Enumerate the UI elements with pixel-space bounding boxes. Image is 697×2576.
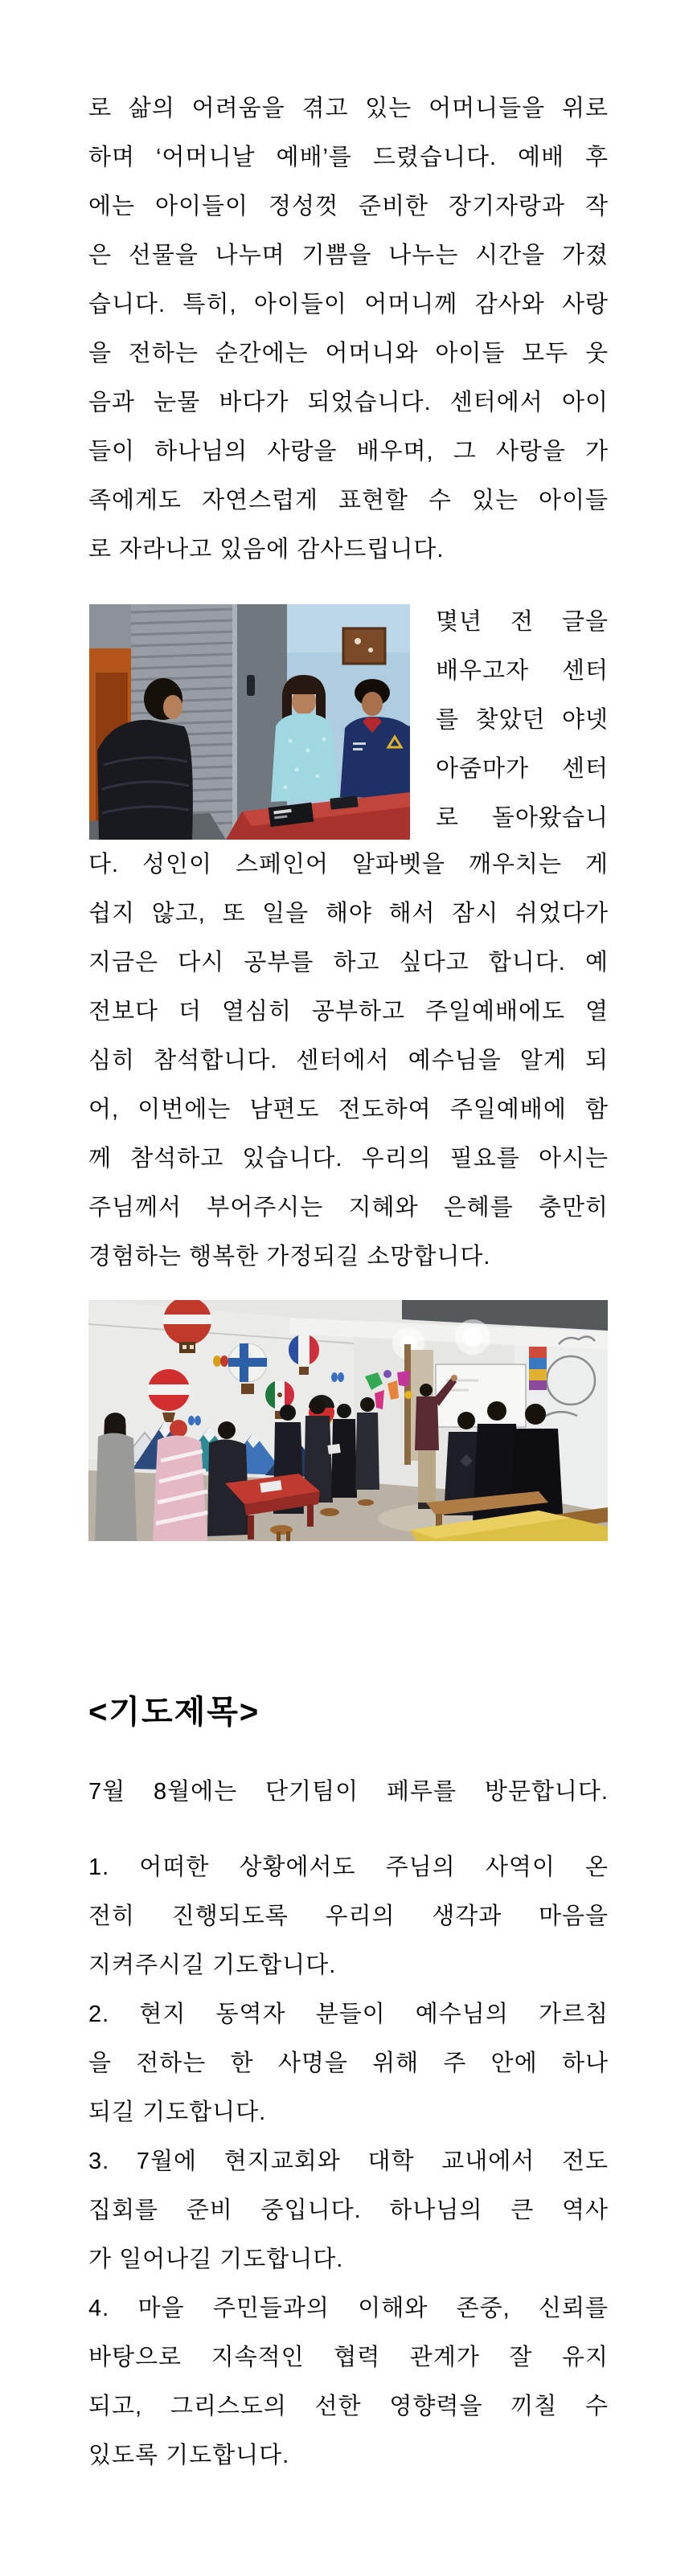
prayer-item-line: 가 일어나길 기도합니다. [88, 2247, 344, 2272]
prayer-item-line: 전히 진행되도록 우리의 생각과 마음을 [88, 1903, 609, 1929]
body-text-line: 로 돌아왔습니 [436, 805, 609, 831]
prayer-item-line: 되길 기도합니다. [88, 2100, 267, 2125]
body-text-line: 7월 8월에는 단기팀이 페루를 방문합니다. [88, 1779, 609, 1805]
body-text-line: 쉽지 않고, 또 일을 해야 해서 잠시 쉬었다가 [88, 901, 609, 926]
body-text-line: 들이 하나님의 사랑을 배우며, 그 사랑을 가 [88, 439, 609, 464]
paragraph-mothers-day [88, 84, 609, 574]
body-text-line: 께 참석하고 있습니다. 우리의 필요를 아시는 [88, 1146, 609, 1171]
body-text-line: 은 선물을 나누며 기쁨을 나누는 시간을 가졌 [88, 243, 609, 268]
prayer-topics-heading: <기도제목> [88, 1695, 260, 1730]
prayer-item-line: 4. 마을 주민들과의 이해와 존중, 신뢰를 [88, 2296, 609, 2321]
prayer-list [88, 1843, 609, 2480]
prayer-item-line: 있도록 기도합니다. [88, 2443, 290, 2468]
photo-meeting [89, 604, 410, 840]
body-text-line: 하며 ‘어머니날 예배’를 드렸습니다. 예배 후 [88, 145, 609, 170]
body-text-line: 어, 이번에는 남편도 전도하여 주일예배에 함 [88, 1097, 609, 1122]
prayer-item-line: 바탕으로 지속적인 협력 관계가 잘 유지 [88, 2345, 609, 2370]
body-text-line: 에는 아이들이 정성껏 준비한 장기자랑과 작 [88, 194, 609, 219]
prayer-item-line: 3. 7월에 현지교회와 대학 교내에서 전도 [88, 2149, 609, 2174]
body-text-line: 아줌마가 센터 [436, 756, 609, 782]
photo-meeting-illustration [89, 604, 410, 840]
body-text-line: 습니다. 특히, 아이들이 어머니께 감사와 사랑 [88, 292, 609, 317]
body-text-line: 을 전하는 순간에는 어머니와 아이들 모두 웃 [88, 341, 609, 366]
body-text-line: 전보다 더 열심히 공부하고 주일예배에도 열 [88, 999, 609, 1024]
body-text-line: 를 찾았던 야넷 [436, 707, 609, 733]
photo-classroom [88, 1300, 608, 1541]
prayer-item-line: 을 전하는 한 사명을 위해 주 안에 하나 [88, 2051, 609, 2076]
prayer-item-line: 2. 현지 동역자 분들이 예수님의 가르침 [88, 2002, 609, 2027]
prayer-item-line: 되고, 그리스도의 선한 영향력을 끼칠 수 [88, 2394, 609, 2419]
prayer-item-line: 1. 어떠한 상황에서도 주님의 사역이 온 [88, 1854, 609, 1880]
body-text-line: 배우고자 센터 [436, 658, 609, 684]
body-text-line: 음과 눈물 바다가 되었습니다. 센터에서 아이 [88, 390, 609, 415]
body-text-line: 심히 참석합니다. 센터에서 예수님을 알게 되 [88, 1048, 609, 1073]
body-text-line: 지금은 다시 공부를 하고 싶다고 합니다. 예 [88, 950, 609, 975]
paragraph-yanet-wrap [436, 598, 609, 843]
body-text-line: 경험하는 행복한 가정되길 소망합니다. [88, 1244, 491, 1270]
body-text-line: 로 자라나고 있음에 감사드립니다. [88, 537, 445, 562]
body-text-line: 주님께서 부어주시는 지혜와 은혜를 충만히 [88, 1195, 609, 1221]
prayer-item-line: 지켜주시길 기도합니다. [88, 1952, 337, 1978]
prayer-item-line: 집회를 준비 중입니다. 하나님의 큰 역사 [88, 2198, 609, 2223]
body-text-line: 족에게도 자연스럽게 표현할 수 있는 아이들 [88, 488, 609, 513]
photo-classroom-illustration [88, 1300, 608, 1541]
paragraph-yanet-body [88, 840, 609, 1282]
body-text-line: 다. 성인이 스페인어 알파벳을 깨우치는 게 [88, 852, 609, 877]
paragraph-team-visit [88, 1768, 609, 1817]
body-text-line: 몇년 전 글을 [436, 609, 609, 635]
body-text-line: 로 삶의 어려움을 겪고 있는 어머니들을 위로 [88, 96, 609, 121]
